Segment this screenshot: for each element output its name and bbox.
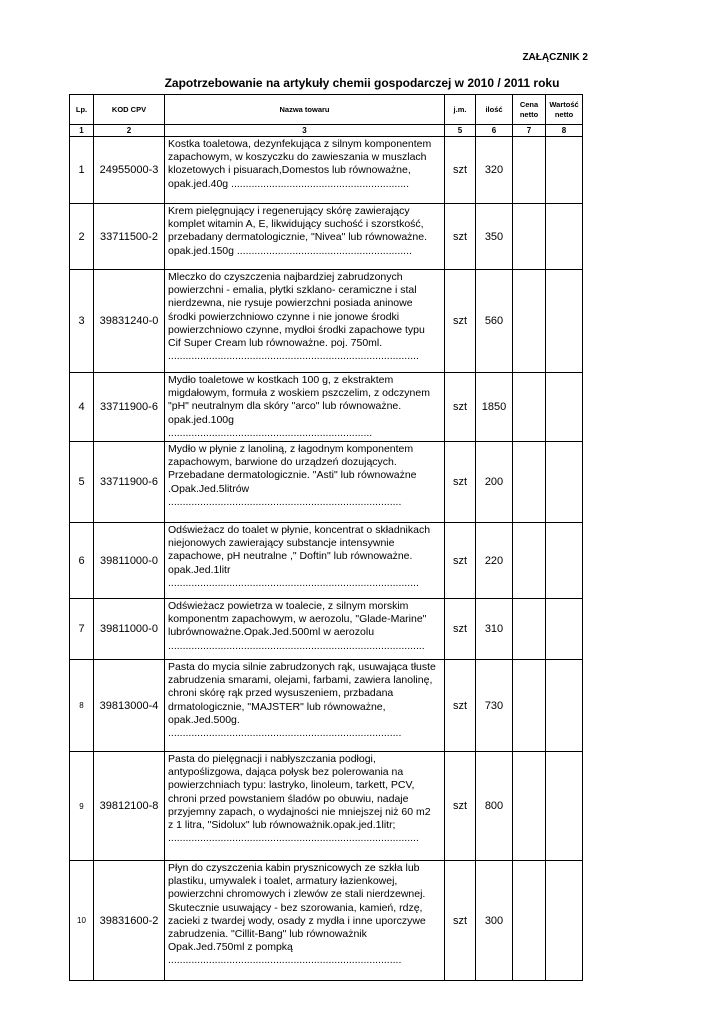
row-value xyxy=(546,373,583,442)
header-value-line1: Wartość xyxy=(549,99,579,109)
header-unit: j.m. xyxy=(445,95,476,125)
row-price xyxy=(513,861,546,981)
document-title: Zapotrzebowanie na artykuły chemii gospodarczej w 2010 / 2011 roku xyxy=(164,76,560,90)
row-unit: szt xyxy=(445,204,476,270)
row-description: Pasta do pielęgnacji i nabłyszczania podłogi, antypoślizgowa, dająca połysk bez polerowania na powierzchniach typu: lastryko, linoleum, tarkett, PCV, chroni przed powstaniem śladów po obuwiu, nadaje przyjemny zapach, o wydajności nie mniejszej niż 60 m2 z 1 litra, "Sidolux" lub równoważnik.opak.jed.1litr; ...................................................................................... xyxy=(165,752,445,861)
row-unit: szt xyxy=(445,137,476,204)
row-unit: szt xyxy=(445,752,476,861)
row-quantity: 730 xyxy=(476,660,513,752)
column-number: 7 xyxy=(513,125,546,137)
header-price-line1: Cena xyxy=(519,99,539,109)
row-price xyxy=(513,442,546,523)
header-row xyxy=(70,95,583,125)
row-quantity: 320 xyxy=(476,137,513,204)
row-description: Mydło w płynie z lanoliną, z łagodnym komponentem zapachowym, barwione do urządzeń dozujących. Przebadane dermatologicznie. "Asti" lub równoważne .Opak.Jed.5litrów ................................................................................ xyxy=(165,442,445,523)
row-quantity: 200 xyxy=(476,442,513,523)
row-price xyxy=(513,660,546,752)
row-lp: 4 xyxy=(70,373,94,442)
column-number: 3 xyxy=(165,125,445,137)
table-row xyxy=(70,861,583,981)
row-price xyxy=(513,752,546,861)
column-number: 6 xyxy=(476,125,513,137)
row-lp: 10 xyxy=(70,861,94,981)
header-name: Nazwa towaru xyxy=(165,95,445,125)
row-value xyxy=(546,523,583,599)
table-row xyxy=(70,752,583,861)
row-lp: 6 xyxy=(70,523,94,599)
header-cpv: KOD CPV xyxy=(94,95,165,125)
row-price xyxy=(513,599,546,660)
row-lp: 3 xyxy=(70,270,94,373)
row-cpv-code: 33711500-2 xyxy=(94,204,165,270)
row-description: Kostka toaletowa, dezynfekująca z silnym komponentem zapachowym, w koszyczku do zawieszania w muszlach klozetowych i pisuarach,Domestos lub równoważne, opak.jed.40g ............................................................. xyxy=(165,137,445,204)
row-value xyxy=(546,861,583,981)
table-row xyxy=(70,523,583,599)
row-unit: szt xyxy=(445,442,476,523)
row-description: Krem pielęgnujący i regenerujący skórę zawierający komplet witamin A, E, likwidujący suchość i szorstkość, przebadany dermatologicznie, "Nivea" lub równoważne. opak.jed.150g ............................................................ xyxy=(165,204,445,270)
column-number: 2 xyxy=(94,125,165,137)
table-body xyxy=(70,137,583,981)
table-row xyxy=(70,204,583,270)
row-lp: 1 xyxy=(70,137,94,204)
row-unit: szt xyxy=(445,861,476,981)
table-row xyxy=(70,599,583,660)
row-cpv-code: 39831600-2 xyxy=(94,861,165,981)
table-row xyxy=(70,442,583,523)
annex-label: ZAŁĄCZNIK 2 xyxy=(522,52,588,63)
header-qty: ilość xyxy=(476,95,513,125)
row-description: Mleczko do czyszczenia najbardziej zabrudzonych powierzchni - emalia, płytki szklano- ceramiczne i stal nierdzewna, nie rysuje powierzchni posiada aninowe środki powierzchniowo czynne i nie jonowe środki powierzchniowo czynne, mydłoi środki zapachowe typu Cif Super Cream lub równoważne. poj. 750ml. ...................................................................................... xyxy=(165,270,445,373)
row-price xyxy=(513,373,546,442)
row-cpv-code: 39831240-0 xyxy=(94,270,165,373)
header-price-line2: netto xyxy=(519,109,539,119)
table-row xyxy=(70,373,583,442)
row-value xyxy=(546,442,583,523)
row-cpv-code: 33711900-6 xyxy=(94,442,165,523)
table-row xyxy=(70,660,583,752)
header-value xyxy=(546,95,583,125)
row-unit: szt xyxy=(445,270,476,373)
row-description: Odświeżacz powietrza w toalecie, z silnym morskim komponentm zapachowym, w aerozolu, "Glade-Marine" lubrównoważne.Opak.Jed.500ml w aerozolu ........................................................................................ xyxy=(165,599,445,660)
header-value-line2: netto xyxy=(554,109,574,119)
row-description: Odświeżacz do toalet w płynie, koncentrat o składnikach niejonowych zawierający substancje intensywnie zapachowe, pH neutralne ," Doftin" lub równoważne. opak.Jed.1litr ...................................................................................... xyxy=(165,523,445,599)
row-quantity: 800 xyxy=(476,752,513,861)
row-price xyxy=(513,137,546,204)
row-cpv-code: 39811000-0 xyxy=(94,523,165,599)
row-lp: 9 xyxy=(70,752,94,861)
row-value xyxy=(546,599,583,660)
row-value xyxy=(546,204,583,270)
row-cpv-code: 39811000-0 xyxy=(94,599,165,660)
row-value xyxy=(546,752,583,861)
row-quantity: 1850 xyxy=(476,373,513,442)
row-cpv-code: 39813000-4 xyxy=(94,660,165,752)
row-price xyxy=(513,204,546,270)
row-description: Mydło toaletowe w kostkach 100 g, z ekstraktem migdałowym, formuła z woskiem pszczelim, z odczynem "pH" neutralnym dla skóry "arco" lub równoważne. opak.jed.100g ...................................................................... xyxy=(165,373,445,442)
row-cpv-code: 39812100-8 xyxy=(94,752,165,861)
table-row xyxy=(70,270,583,373)
row-description: Płyn do czyszczenia kabin prysznicowych ze szkła lub plastiku, umywalek i toalet, armatury łazienkowej, powierzchni chromowych i zlewów ze stali nierdzewnej. Skutecznie usuwający - bez szorowania, kamień, rdzę, zacieki z twardej wody, osady z mydła i inne uporczywe zabrudzenia. "Cillit-Bang" lub równoważnik Opak.Jed.750ml z pompką ................................................................................ xyxy=(165,861,445,981)
row-quantity: 350 xyxy=(476,204,513,270)
requirements-table xyxy=(69,94,583,981)
row-cpv-code: 33711900-6 xyxy=(94,373,165,442)
header-lp: Lp. xyxy=(70,95,94,125)
row-quantity: 220 xyxy=(476,523,513,599)
row-price xyxy=(513,270,546,373)
row-value xyxy=(546,270,583,373)
row-value xyxy=(546,137,583,204)
row-lp: 7 xyxy=(70,599,94,660)
row-value xyxy=(546,660,583,752)
row-lp: 2 xyxy=(70,204,94,270)
row-unit: szt xyxy=(445,599,476,660)
row-unit: szt xyxy=(445,660,476,752)
table-row xyxy=(70,137,583,204)
row-unit: szt xyxy=(445,523,476,599)
row-quantity: 300 xyxy=(476,861,513,981)
column-number: 5 xyxy=(445,125,476,137)
row-cpv-code: 24955000-3 xyxy=(94,137,165,204)
row-description: Pasta do mycia silnie zabrudzonych rąk, usuwająca tłuste zabrudzenia smarami, olejami, farbami, zawiera lanolinę, chroni skórę rąk przed wysuszeniem, przbadana drmatologicznie, "MAJSTER" lub równoważne, opak.Jed.500g. ................................................................................ xyxy=(165,660,445,752)
row-lp: 5 xyxy=(70,442,94,523)
column-number-row xyxy=(70,125,583,137)
column-number: 8 xyxy=(546,125,583,137)
row-price xyxy=(513,523,546,599)
row-unit: szt xyxy=(445,373,476,442)
column-number: 1 xyxy=(70,125,94,137)
row-lp: 8 xyxy=(70,660,94,752)
row-quantity: 560 xyxy=(476,270,513,373)
row-quantity: 310 xyxy=(476,599,513,660)
header-price xyxy=(513,95,546,125)
